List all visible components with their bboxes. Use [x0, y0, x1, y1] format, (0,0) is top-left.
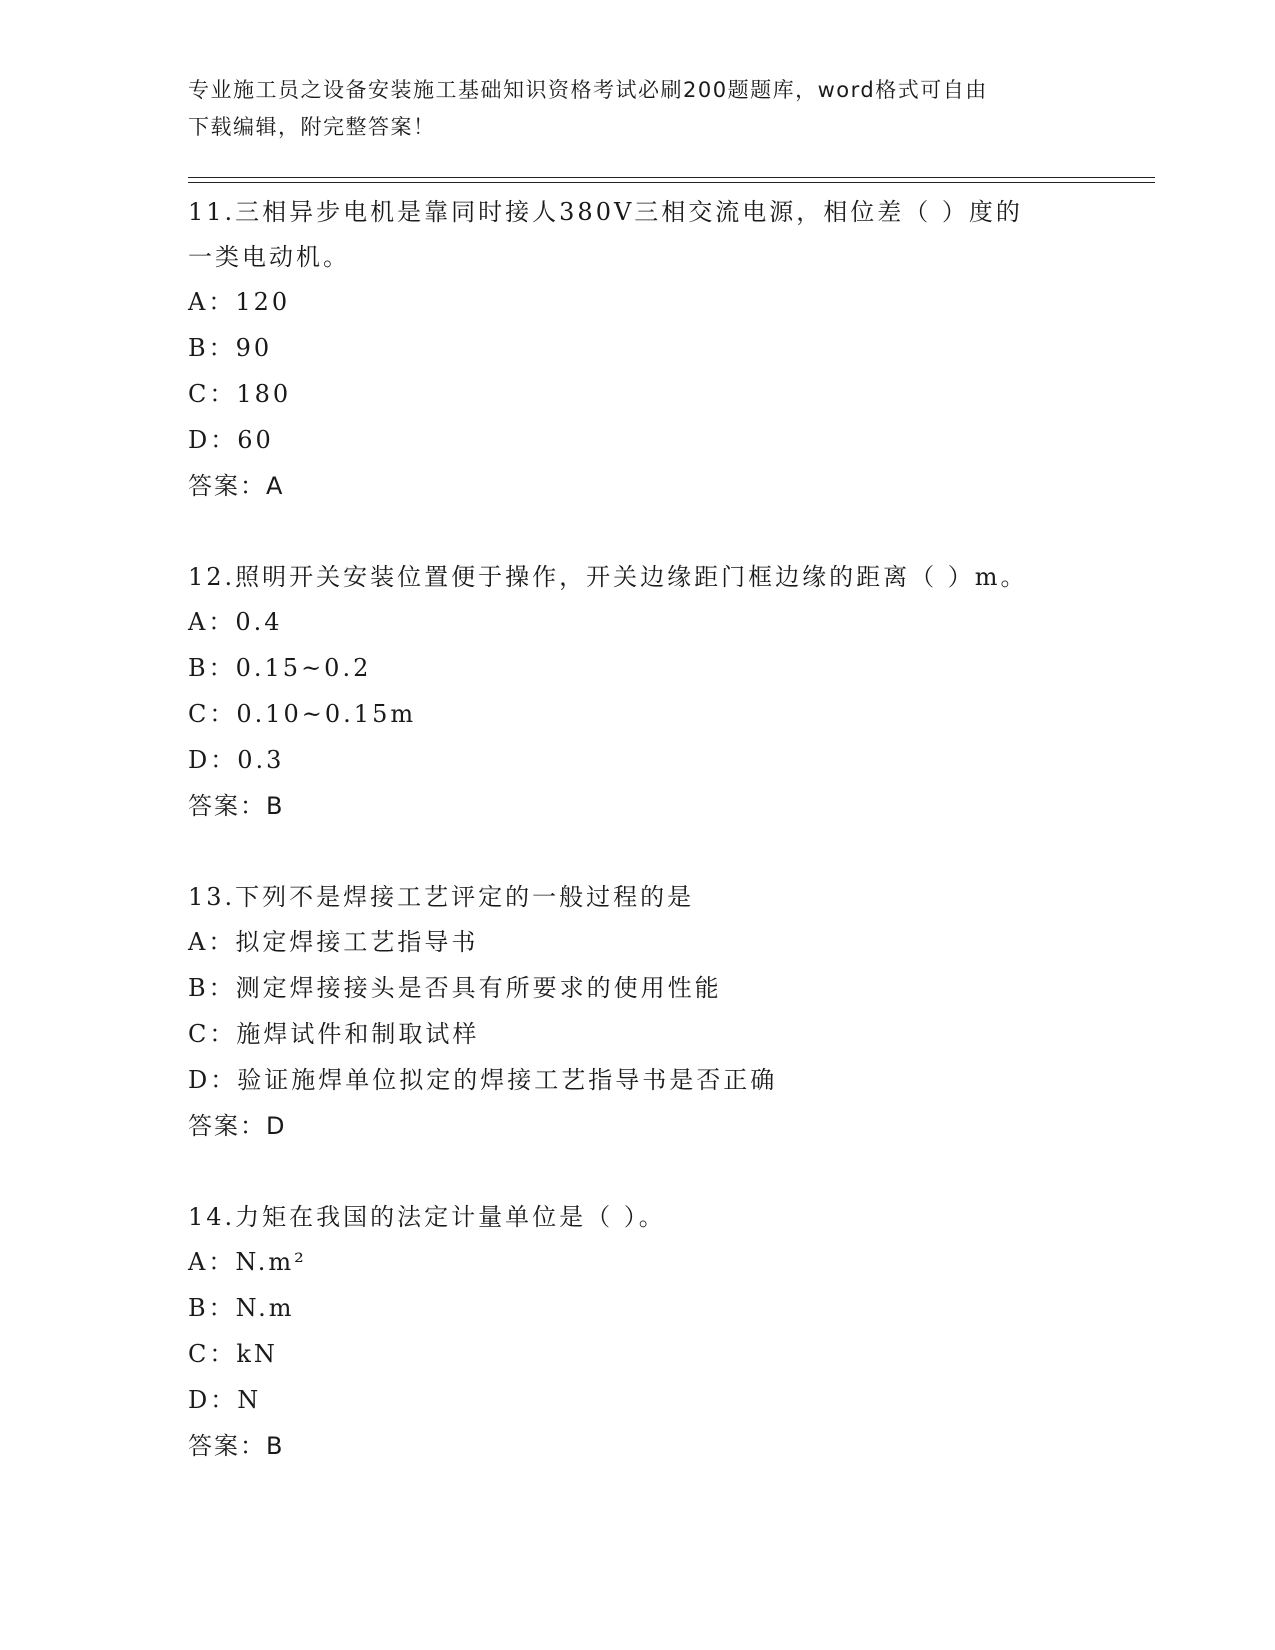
option-c: C：180	[188, 380, 292, 408]
option-c: C：0.10~0.15m	[188, 700, 417, 728]
answer: 答案：B	[188, 792, 285, 820]
answer: 答案：D	[188, 1112, 287, 1140]
header-line-1: 专业施工员之设备安装施工基础知识资格考试必刷200题题库，word格式可自由	[188, 78, 988, 102]
option-a: A：120	[188, 288, 291, 316]
option-d: D：60	[188, 426, 274, 454]
question-13	[188, 875, 1088, 1150]
question-stem-line-1: 14.力矩在我国的法定计量单位是（ ）。	[188, 1203, 666, 1231]
option-d: D：0.3	[188, 746, 285, 774]
question-stem-line-1: 13.下列不是焊接工艺评定的一般过程的是	[188, 883, 695, 911]
option-d: D：N	[188, 1386, 262, 1414]
question-stem-line-1: 11.三相异步电机是靠同时接人380V三相交流电源，相位差（ ）度的	[188, 198, 1023, 226]
option-b: B：90	[188, 334, 273, 362]
question-stem-line-1: 12.照明开关安装位置便于操作，开关边缘距门框边缘的距离（ ）m。	[188, 563, 1028, 591]
option-b: B：测定焊接接头是否具有所要求的使用性能	[188, 974, 722, 1002]
option-a: A：N.m²	[188, 1248, 307, 1276]
question-14	[188, 1195, 1088, 1470]
header-divider-top	[188, 177, 1155, 178]
question-11	[188, 190, 1088, 510]
header-divider-bottom	[188, 182, 1155, 183]
option-c: C：kN	[188, 1340, 278, 1368]
question-12	[188, 555, 1088, 830]
option-b: B：0.15~0.2	[188, 654, 372, 682]
header-line-2: 下载编辑，附完整答案！	[188, 115, 436, 139]
document-header	[188, 72, 1068, 146]
option-a: A：拟定焊接工艺指导书	[188, 928, 479, 956]
option-d: D：验证施焊单位拟定的焊接工艺指导书是否正确	[188, 1066, 778, 1094]
option-c: C：施焊试件和制取试样	[188, 1020, 480, 1048]
answer: 答案：B	[188, 1432, 285, 1460]
option-b: B：N.m	[188, 1294, 295, 1322]
answer: 答案：A	[188, 472, 285, 500]
question-stem-line-2: 一类电动机。	[188, 243, 350, 271]
option-a: A：0.4	[188, 608, 283, 636]
